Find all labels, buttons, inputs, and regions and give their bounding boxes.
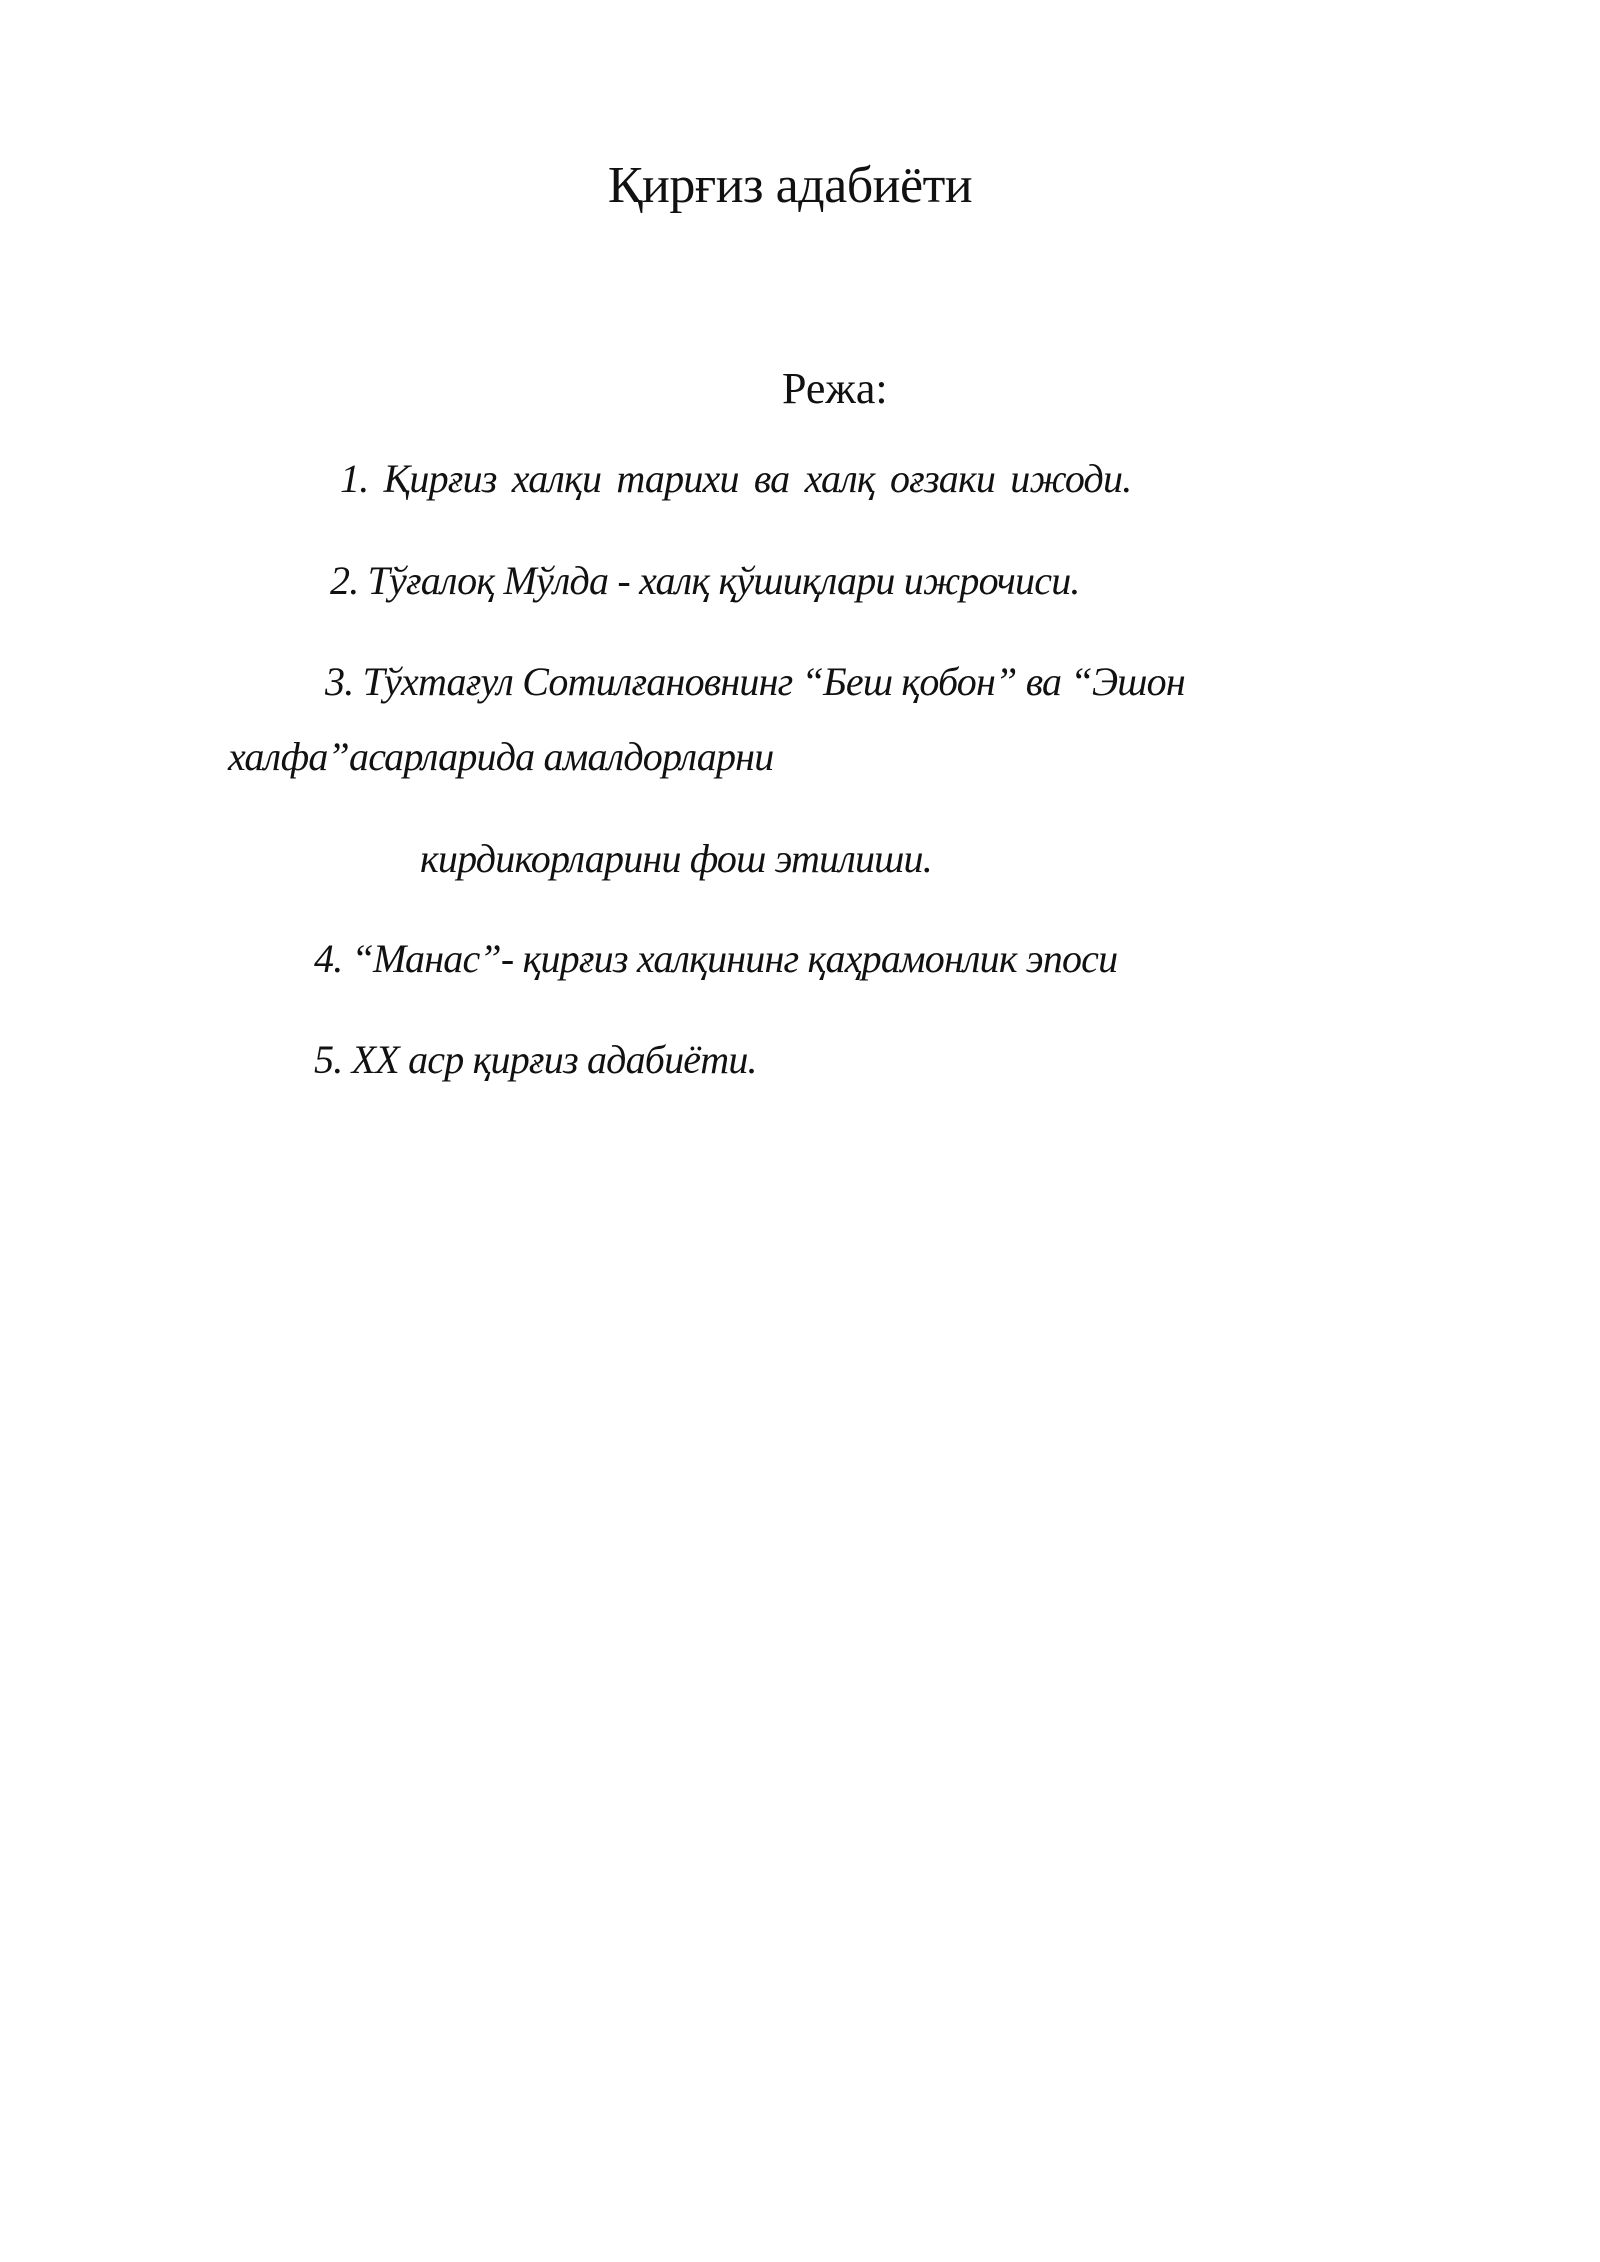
document-title: Қирғиз адабиёти	[607, 157, 973, 214]
plan-heading: Режа:	[782, 364, 888, 413]
plan-item-2: 2. Тўғалоқ Мўлда - халқ қўшиқлари ижрочиси.	[330, 558, 1080, 603]
plan-item-3-line-1: 3. Тўхтағул Сотилғановнинг “Беш қобон” ва “Эшон	[325, 659, 1185, 704]
plan-item-3-line-3: кирдикорларини фош этилиши.	[420, 836, 932, 881]
plan-item-5: 5. XX аср қирғиз адабиёти.	[314, 1037, 757, 1082]
plan-item-4: 4. “Манас”- қирғиз халқининг қаҳрамонлик эпоси	[314, 936, 1118, 981]
plan-item-1: 1. Қирғиз халқи тарихи ва халқ оғзаки ижоди.	[340, 456, 1132, 501]
plan-item-3-line-2: халфа”асарларида амалдорларни	[228, 734, 774, 779]
